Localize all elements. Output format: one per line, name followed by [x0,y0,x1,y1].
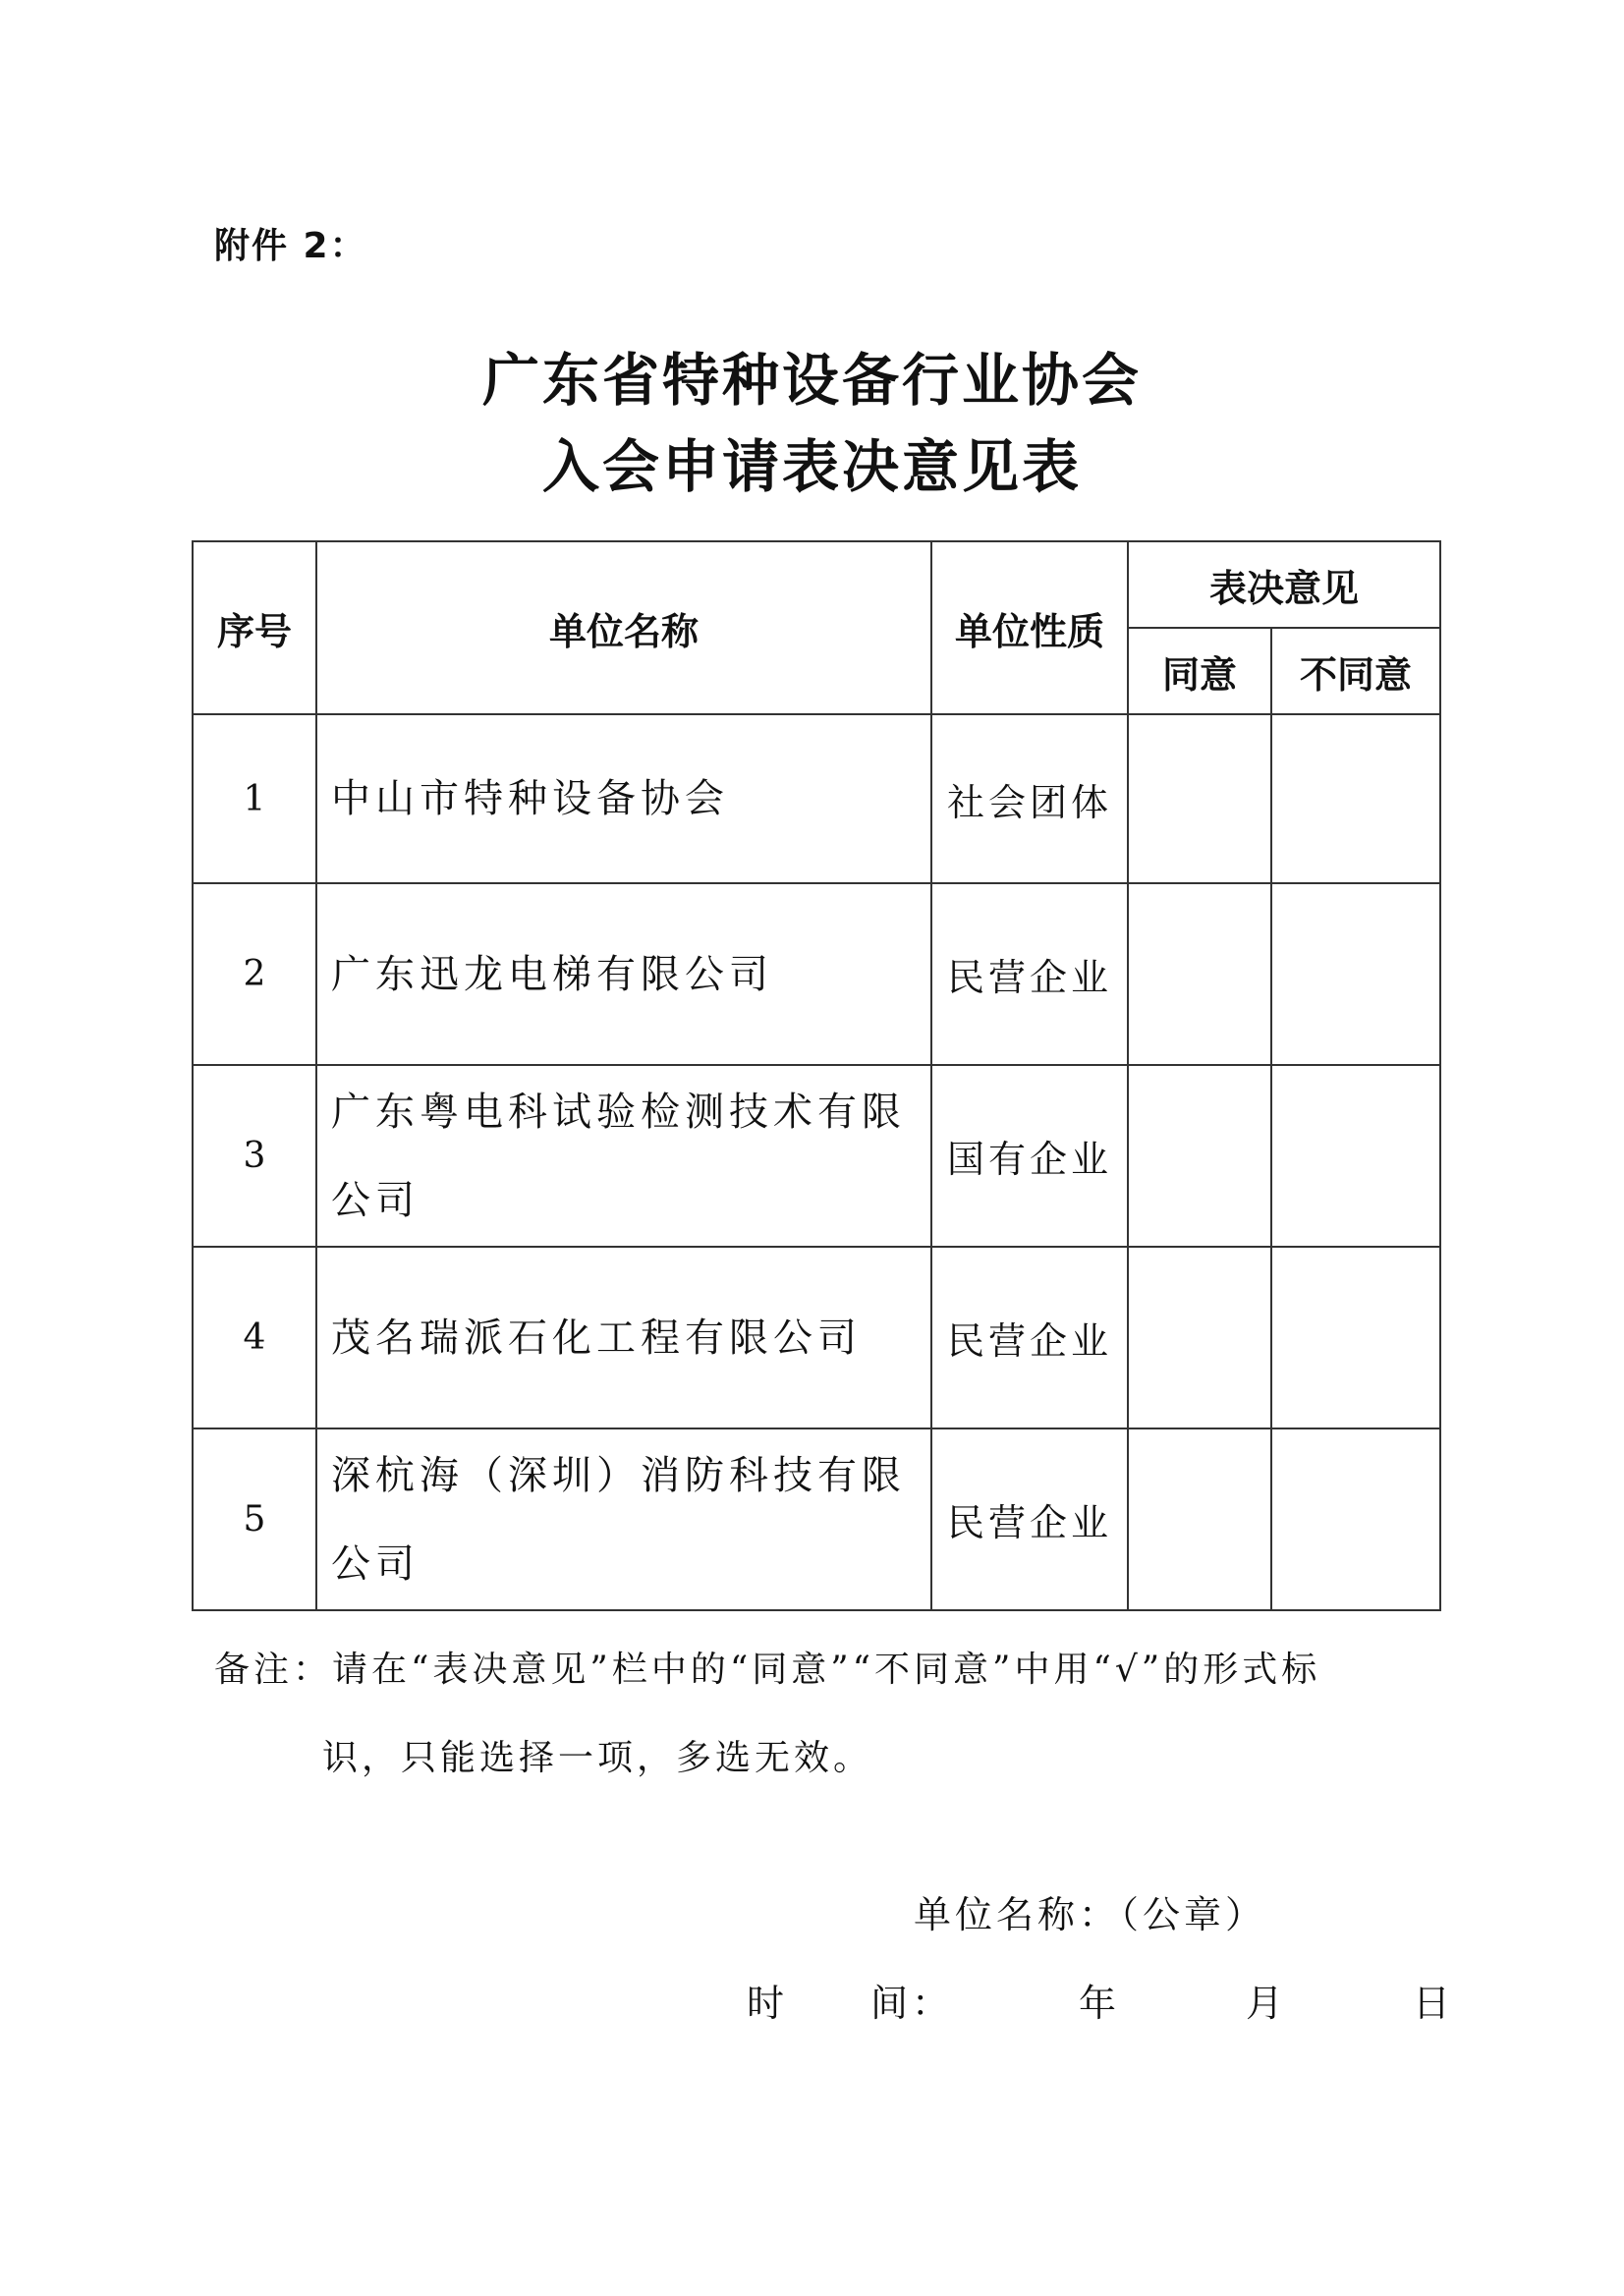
document-title-line2: 入会申请表决意见表 [541,433,1082,500]
header-vote: 表决意见 [1128,541,1440,628]
header-unit-type: 单位性质 [931,541,1128,714]
row-unit-name: 茂名瑞派石化工程有限公司 [316,1247,931,1428]
agree-cell[interactable] [1128,883,1271,1065]
table-row [193,1247,1440,1428]
row-index: 5 [193,1428,316,1610]
agree-cell[interactable] [1128,714,1271,883]
table-row [193,1065,1440,1247]
row-index: 1 [193,714,316,883]
row-unit-name: 广东粤电科试验检测技术有限公司 [316,1065,931,1247]
remark-text-line2: 识，只能选择一项，多选无效。 [322,1738,873,1778]
agree-cell[interactable] [1128,1065,1271,1247]
document-title-line1: 广东省特种设备行业协会 [481,347,1142,414]
attachment-label: 附件 2： [214,226,367,266]
remark-text-line1: 请在“表决意见”栏中的“同意”“不同意”中用“√”的形式标 [332,1650,1321,1690]
agree-cell[interactable] [1128,1428,1271,1610]
row-unit-name: 深杭海（深圳）消防科技有限公司 [316,1428,931,1610]
row-unit-type: 民营企业 [931,1428,1128,1610]
row-unit-name: 广东迅龙电梯有限公司 [316,883,931,1065]
table-row [193,1428,1440,1610]
table-row [193,883,1440,1065]
disagree-cell[interactable] [1271,1428,1440,1610]
header-index: 序号 [193,541,316,714]
header-disagree: 不同意 [1271,628,1440,714]
disagree-cell[interactable] [1271,1247,1440,1428]
row-index: 2 [193,883,316,1065]
day-label: 日 [1412,1982,1454,2025]
remark [214,1626,1432,1803]
disagree-cell[interactable] [1271,1065,1440,1247]
month-label: 月 [1245,1982,1287,2025]
vote-table [192,540,1441,1611]
disagree-cell[interactable] [1271,714,1440,883]
row-index: 3 [193,1065,316,1247]
remark-label: 备注： [214,1650,333,1690]
row-unit-type: 民营企业 [931,883,1128,1065]
row-unit-type: 社会团体 [931,714,1128,883]
remark-line1 [214,1626,1432,1714]
agree-cell[interactable] [1128,1247,1271,1428]
signature-unit-name: 单位名称：（公章） [914,1893,1267,1936]
row-index: 4 [193,1247,316,1428]
time-label: 时 间： [747,1982,954,2025]
signature-date [747,1973,1454,2027]
row-unit-name: 中山市特种设备协会 [316,714,931,883]
table-row [193,714,1440,883]
row-unit-type: 国有企业 [931,1065,1128,1247]
row-unit-type: 民营企业 [931,1247,1128,1428]
disagree-cell[interactable] [1271,883,1440,1065]
year-label: 年 [1078,1982,1120,2025]
header-agree: 同意 [1128,628,1271,714]
header-unit-name: 单位名称 [316,541,931,714]
